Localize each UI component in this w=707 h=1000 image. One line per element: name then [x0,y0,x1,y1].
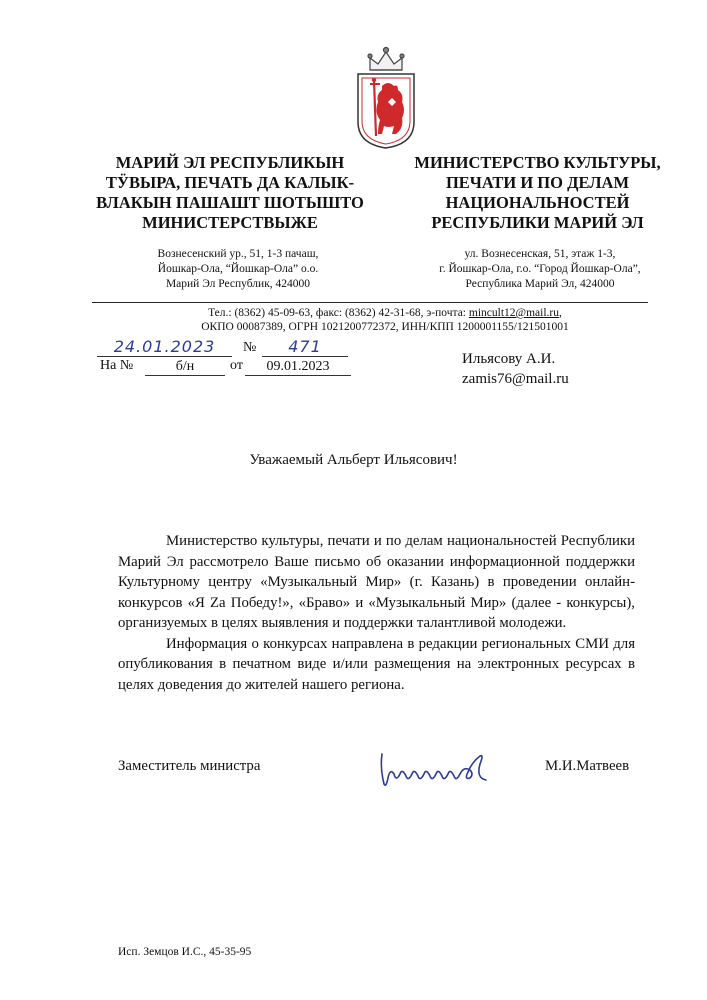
signatory-position: Заместитель министра [118,758,261,774]
signatory-name: М.И.Матвеев [545,758,630,774]
letter-body [118,531,635,695]
ministry-name-russian [395,153,680,233]
coat-of-arms-icon [352,40,420,150]
contact-line-phones [150,306,620,320]
contact-line-registry: ОКПО 00087389, ОГРН 1021200772372, ИНН/КПП 1200001155/121501001 [201,321,569,333]
ministry-name-mari [80,153,380,233]
number-sign: № [243,340,257,355]
ministry-name-russian-line: РЕСПУБЛИКИ МАРИЙ ЭЛ [431,213,644,232]
ministry-name-mari-line: ВЛАКЫН ПАШАШТ ШОТЫШТО [96,193,364,212]
reply-to-number: б/н [145,358,225,376]
salutation: Уважаемый Альберт Ильясович! [249,452,458,468]
ministry-name-russian-line: МИНИСТЕРСТВО КУЛЬТУРЫ, [414,153,661,172]
address-russian-line: ул. Вознесенская, 51, этаж 1-3, [464,248,616,260]
registration-number: 471 [262,338,348,357]
recipient-name: Ильясову А.И. [462,351,556,367]
recipient-email: zamis76@mail.ru [462,371,569,387]
contact-info [150,306,620,334]
registration-date: 24.01.2023 [97,338,232,357]
recipient-block [462,349,569,389]
address-mari-line: Вознесенский ур., 51, 1-3 пачаш, [157,248,319,260]
body-paragraph: Министерство культуры, печати и по делам национальностей Республики Марий Эл рассмотрело Ваше письмо об оказании информационной поддержки Культурному центру «Музыкальный Мир» (г. Казань) в проведении онлайн-конкурсов «Я Zа Победу!», «Браво» и «Музыкальный Мир» (далее - конкурсы), организуемых в целях выявления и поддержки талантливой молодежи. [118,533,635,631]
ministry-name-russian-line: ПЕЧАТИ И ПО ДЕЛАМ [445,173,630,192]
contact-phones: Тел.: (8362) 45-09-63, факс: (8362) 42-31-68, э-почта: [208,307,469,319]
address-russian-line: Республика Марий Эл, 424000 [465,278,615,290]
reply-to-label: На № [100,358,134,373]
contact-suffix: , [559,307,562,319]
reply-from-date: 09.01.2023 [245,358,351,376]
header-divider [92,302,648,303]
handwritten-signature [376,748,494,788]
body-paragraph: Информация о конкурсах направлена в редакции региональных СМИ для опубликования в печатном виде и/или размещения на электронных ресурсах в целях доведения до жителей нашего региона. [118,635,635,693]
ministry-name-mari-line: МИНИСТЕРСТВЫЖЕ [142,213,318,232]
address-mari [118,247,358,292]
ministry-name-mari-line: МАРИЙ ЭЛ РЕСПУБЛИКЫН [115,153,345,172]
reply-from-label: от [230,358,243,373]
ministry-email-link[interactable]: mincult12@mail.ru [468,307,560,319]
address-russian [410,247,670,292]
address-mari-line: Йошкар-Ола, “Йошкар-Ола” о.о. [157,263,319,275]
ministry-name-mari-line: ТӰВЫРА, ПЕЧАТЬ ДА КАЛЫК- [105,173,355,192]
ministry-name-russian-line: НАЦИОНАЛЬНОСТЕЙ [445,193,630,212]
address-mari-line: Марий Эл Республик, 424000 [165,278,311,290]
executor-note: Исп. Земцов И.С., 45-35-95 [118,946,252,958]
address-russian-line: г. Йошкар-Ола, г.о. “Город Йошкар-Ола”, [439,263,641,275]
